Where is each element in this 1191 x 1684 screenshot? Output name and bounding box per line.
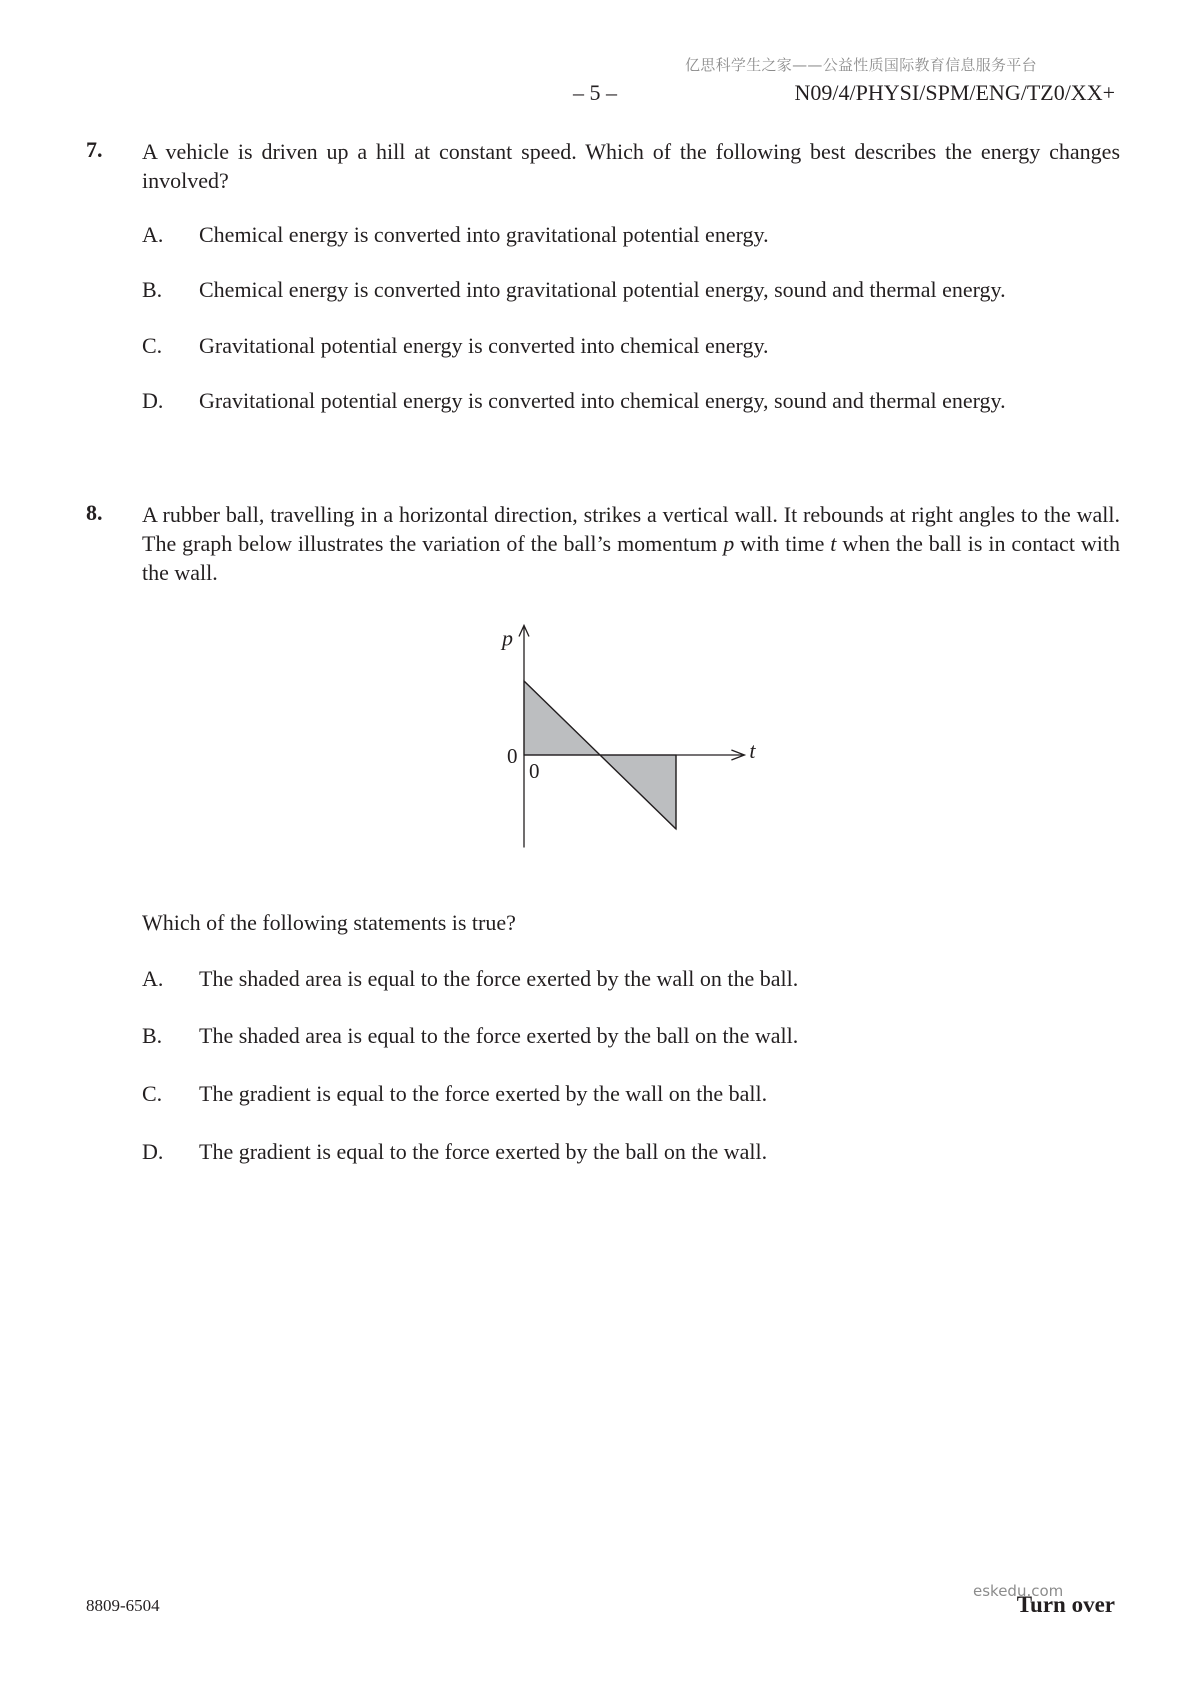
question-7-text: A vehicle is driven up a hill at constant speed. Which of the following best describes the energy changes involved?	[142, 139, 1120, 193]
q8-option-a-text: The shaded area is equal to the force exerted by the wall on the ball.	[199, 966, 799, 991]
footer-watermark: eskedu.com	[973, 1582, 1064, 1600]
turn-over-label: Turn over	[1016, 1592, 1115, 1617]
x-origin-label: 0	[529, 759, 540, 783]
q7-option-d-letter: D.	[142, 388, 164, 413]
footer-code: 8809-6504	[86, 1596, 160, 1615]
q8-text-part1: A rubber ball, travelling in a horizontal direction, strikes a vertical wall. It rebounds at right angles to the wall. The graph below illustrates the variation of the ball’s momentum	[142, 502, 1120, 556]
question-8-prompt: Which of the following statements is true?	[142, 910, 516, 935]
q8-var-p: p	[723, 531, 735, 556]
paper-code: N09/4/PHYSI/SPM/ENG/TZ0/XX+	[794, 80, 1115, 105]
header-watermark: 亿思科学生之家——公益性质国际教育信息服务平台	[685, 56, 1037, 74]
q7-option-a-text: Chemical energy is converted into gravitational potential energy.	[199, 222, 769, 247]
q8-option-c-text: The gradient is equal to the force exerted by the wall on the ball.	[199, 1081, 768, 1106]
q8-text-part2: with time	[734, 531, 831, 556]
question-7-number: 7.	[86, 137, 103, 162]
question-8-text	[142, 500, 1120, 587]
q8-option-b-letter: B.	[142, 1023, 163, 1048]
q7-option-c-letter: C.	[142, 333, 163, 358]
q7-option-b-letter: B.	[142, 277, 163, 302]
q8-option-c-letter: C.	[142, 1081, 163, 1106]
question-8-number: 8.	[86, 500, 103, 525]
y-origin-label: 0	[507, 744, 518, 768]
x-axis-label: t	[749, 738, 756, 763]
q8-option-d-letter: D.	[142, 1139, 164, 1164]
page-number: – 5 –	[573, 80, 617, 105]
q7-option-b-text: Chemical energy is converted into gravitational potential energy, sound and thermal energy.	[199, 277, 1006, 302]
momentum-time-graph	[480, 610, 770, 860]
q8-option-d-text: The gradient is equal to the force exerted by the ball on the wall.	[199, 1139, 768, 1164]
q7-option-a-letter: A.	[142, 222, 164, 247]
q7-option-d-text: Gravitational potential energy is converted into chemical energy, sound and thermal energy.	[199, 388, 1006, 413]
q7-option-c-text: Gravitational potential energy is converted into chemical energy.	[199, 333, 769, 358]
y-axis-label: p	[502, 625, 513, 651]
q8-option-a-letter: A.	[142, 966, 164, 991]
q8-option-b-text: The shaded area is equal to the force exerted by the ball on the wall.	[199, 1023, 799, 1048]
q8-text-part3: when the ball is in contact with the wall.	[142, 531, 1120, 585]
q8-var-t: t	[830, 531, 837, 556]
